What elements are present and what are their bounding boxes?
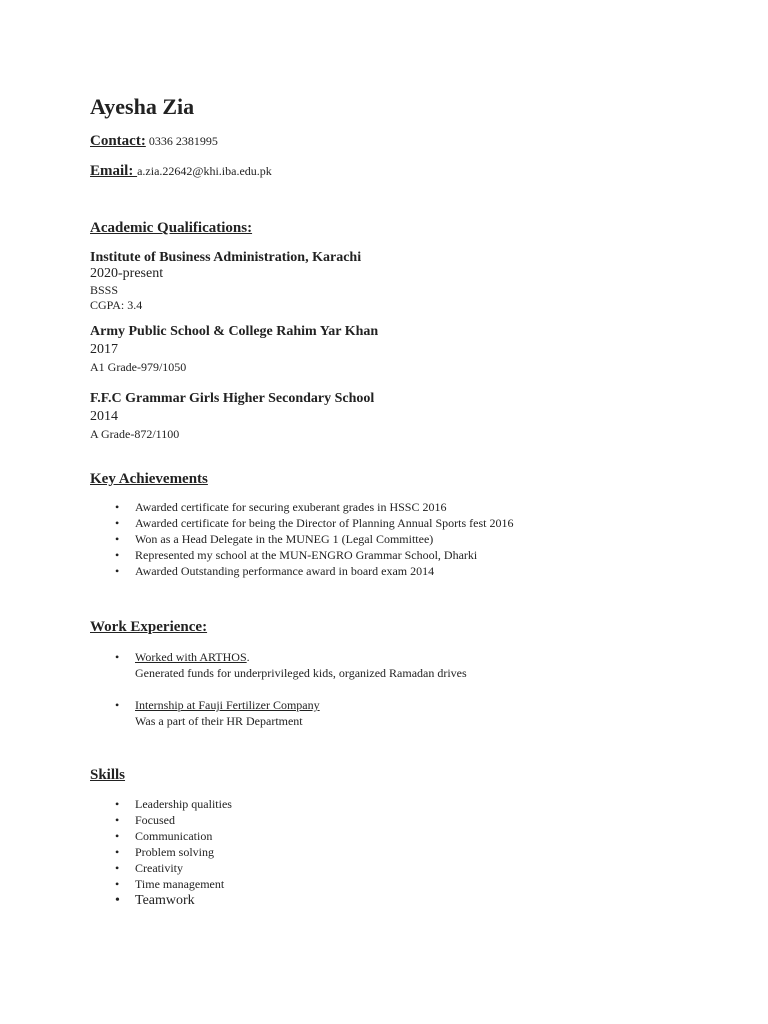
bullet-icon: •	[115, 564, 120, 578]
academic-heading: Academic Qualifications:	[90, 220, 253, 236]
bullet-icon: •	[115, 698, 120, 712]
bullet-icon: •	[115, 877, 120, 891]
email-line	[90, 163, 272, 180]
institution-year: 2017	[90, 342, 118, 357]
work-list	[90, 697, 320, 729]
bullet-icon: •	[115, 532, 120, 546]
institution-name: Army Public School & College Rahim Yar Khan	[90, 324, 379, 339]
list-item	[90, 697, 320, 729]
list-item: • Communication	[115, 829, 213, 843]
institution-year: 2020-present	[90, 266, 164, 281]
bullet-icon: •	[115, 650, 120, 664]
skills-list	[90, 796, 232, 910]
list-item: • Creativity	[115, 861, 183, 875]
contact-label: Contact:	[90, 133, 146, 149]
contact-line	[90, 133, 218, 150]
list-item: • Awarded Outstanding performance award in board exam 2014	[115, 564, 435, 578]
institution-detail: BSSS	[90, 283, 119, 297]
bullet-icon: •	[115, 797, 120, 811]
achievements-heading: Key Achievements	[90, 471, 208, 487]
list-item: • Focused	[115, 813, 175, 827]
list-item: • Represented my school at the MUN-ENGRO Grammar School, Dharki	[115, 548, 478, 562]
list-item: • Awarded certificate for being the Director of Planning Annual Sports fest 2016	[115, 516, 514, 530]
candidate-name: Ayesha Zia	[90, 94, 195, 119]
institution-detail: CGPA: 3.4	[90, 298, 143, 312]
work-description: Was a part of their HR Department	[135, 714, 303, 728]
list-item: • Won as a Head Delegate in the MUNEG 1 (Legal Committee)	[115, 532, 434, 546]
contact-value: 0336 2381995	[148, 134, 218, 148]
email-value: a.zia.22642@khi.iba.edu.pk	[137, 164, 272, 178]
work-description: Generated funds for underprivileged kids, organized Ramadan drives	[135, 666, 467, 680]
work-heading: Work Experience:	[90, 619, 208, 635]
list-item: • Worked with ARTHOS. Generated funds for underprivileged kids, organized Ramadan drives	[115, 650, 467, 680]
bullet-icon: •	[115, 500, 120, 514]
bullet-icon: •	[115, 829, 120, 843]
list-item: • Problem solving	[115, 845, 215, 859]
work-list	[90, 649, 467, 681]
bullet-icon: •	[115, 813, 120, 827]
list-item: • Leadership qualities	[115, 797, 232, 811]
institution-name: Institute of Business Administration, Karachi	[90, 250, 362, 265]
institution-name: F.F.C Grammar Girls Higher Secondary School	[90, 391, 375, 406]
list-item: • Teamwork	[115, 893, 195, 908]
institution-detail: A1 Grade-979/1050	[90, 360, 187, 374]
work-title-link[interactable]: Worked with ARTHOS	[135, 650, 247, 664]
email-label: Email:	[90, 163, 138, 179]
list-item: • Awarded certificate for securing exuberant grades in HSSC 2016	[115, 500, 447, 514]
list-item: • Time management	[115, 877, 225, 891]
achievements-list	[90, 499, 513, 579]
bullet-icon: •	[115, 548, 120, 562]
skills-heading: Skills	[90, 767, 126, 783]
bullet-icon: •	[115, 845, 120, 859]
bullet-icon: •	[115, 893, 120, 908]
bullet-icon: •	[115, 516, 120, 530]
institution-year: 2014	[90, 409, 118, 424]
work-title-link[interactable]: Internship at Fauji Fertilizer Company	[135, 698, 320, 712]
bullet-icon: •	[115, 861, 120, 875]
institution-detail: A Grade-872/1100	[90, 427, 180, 441]
